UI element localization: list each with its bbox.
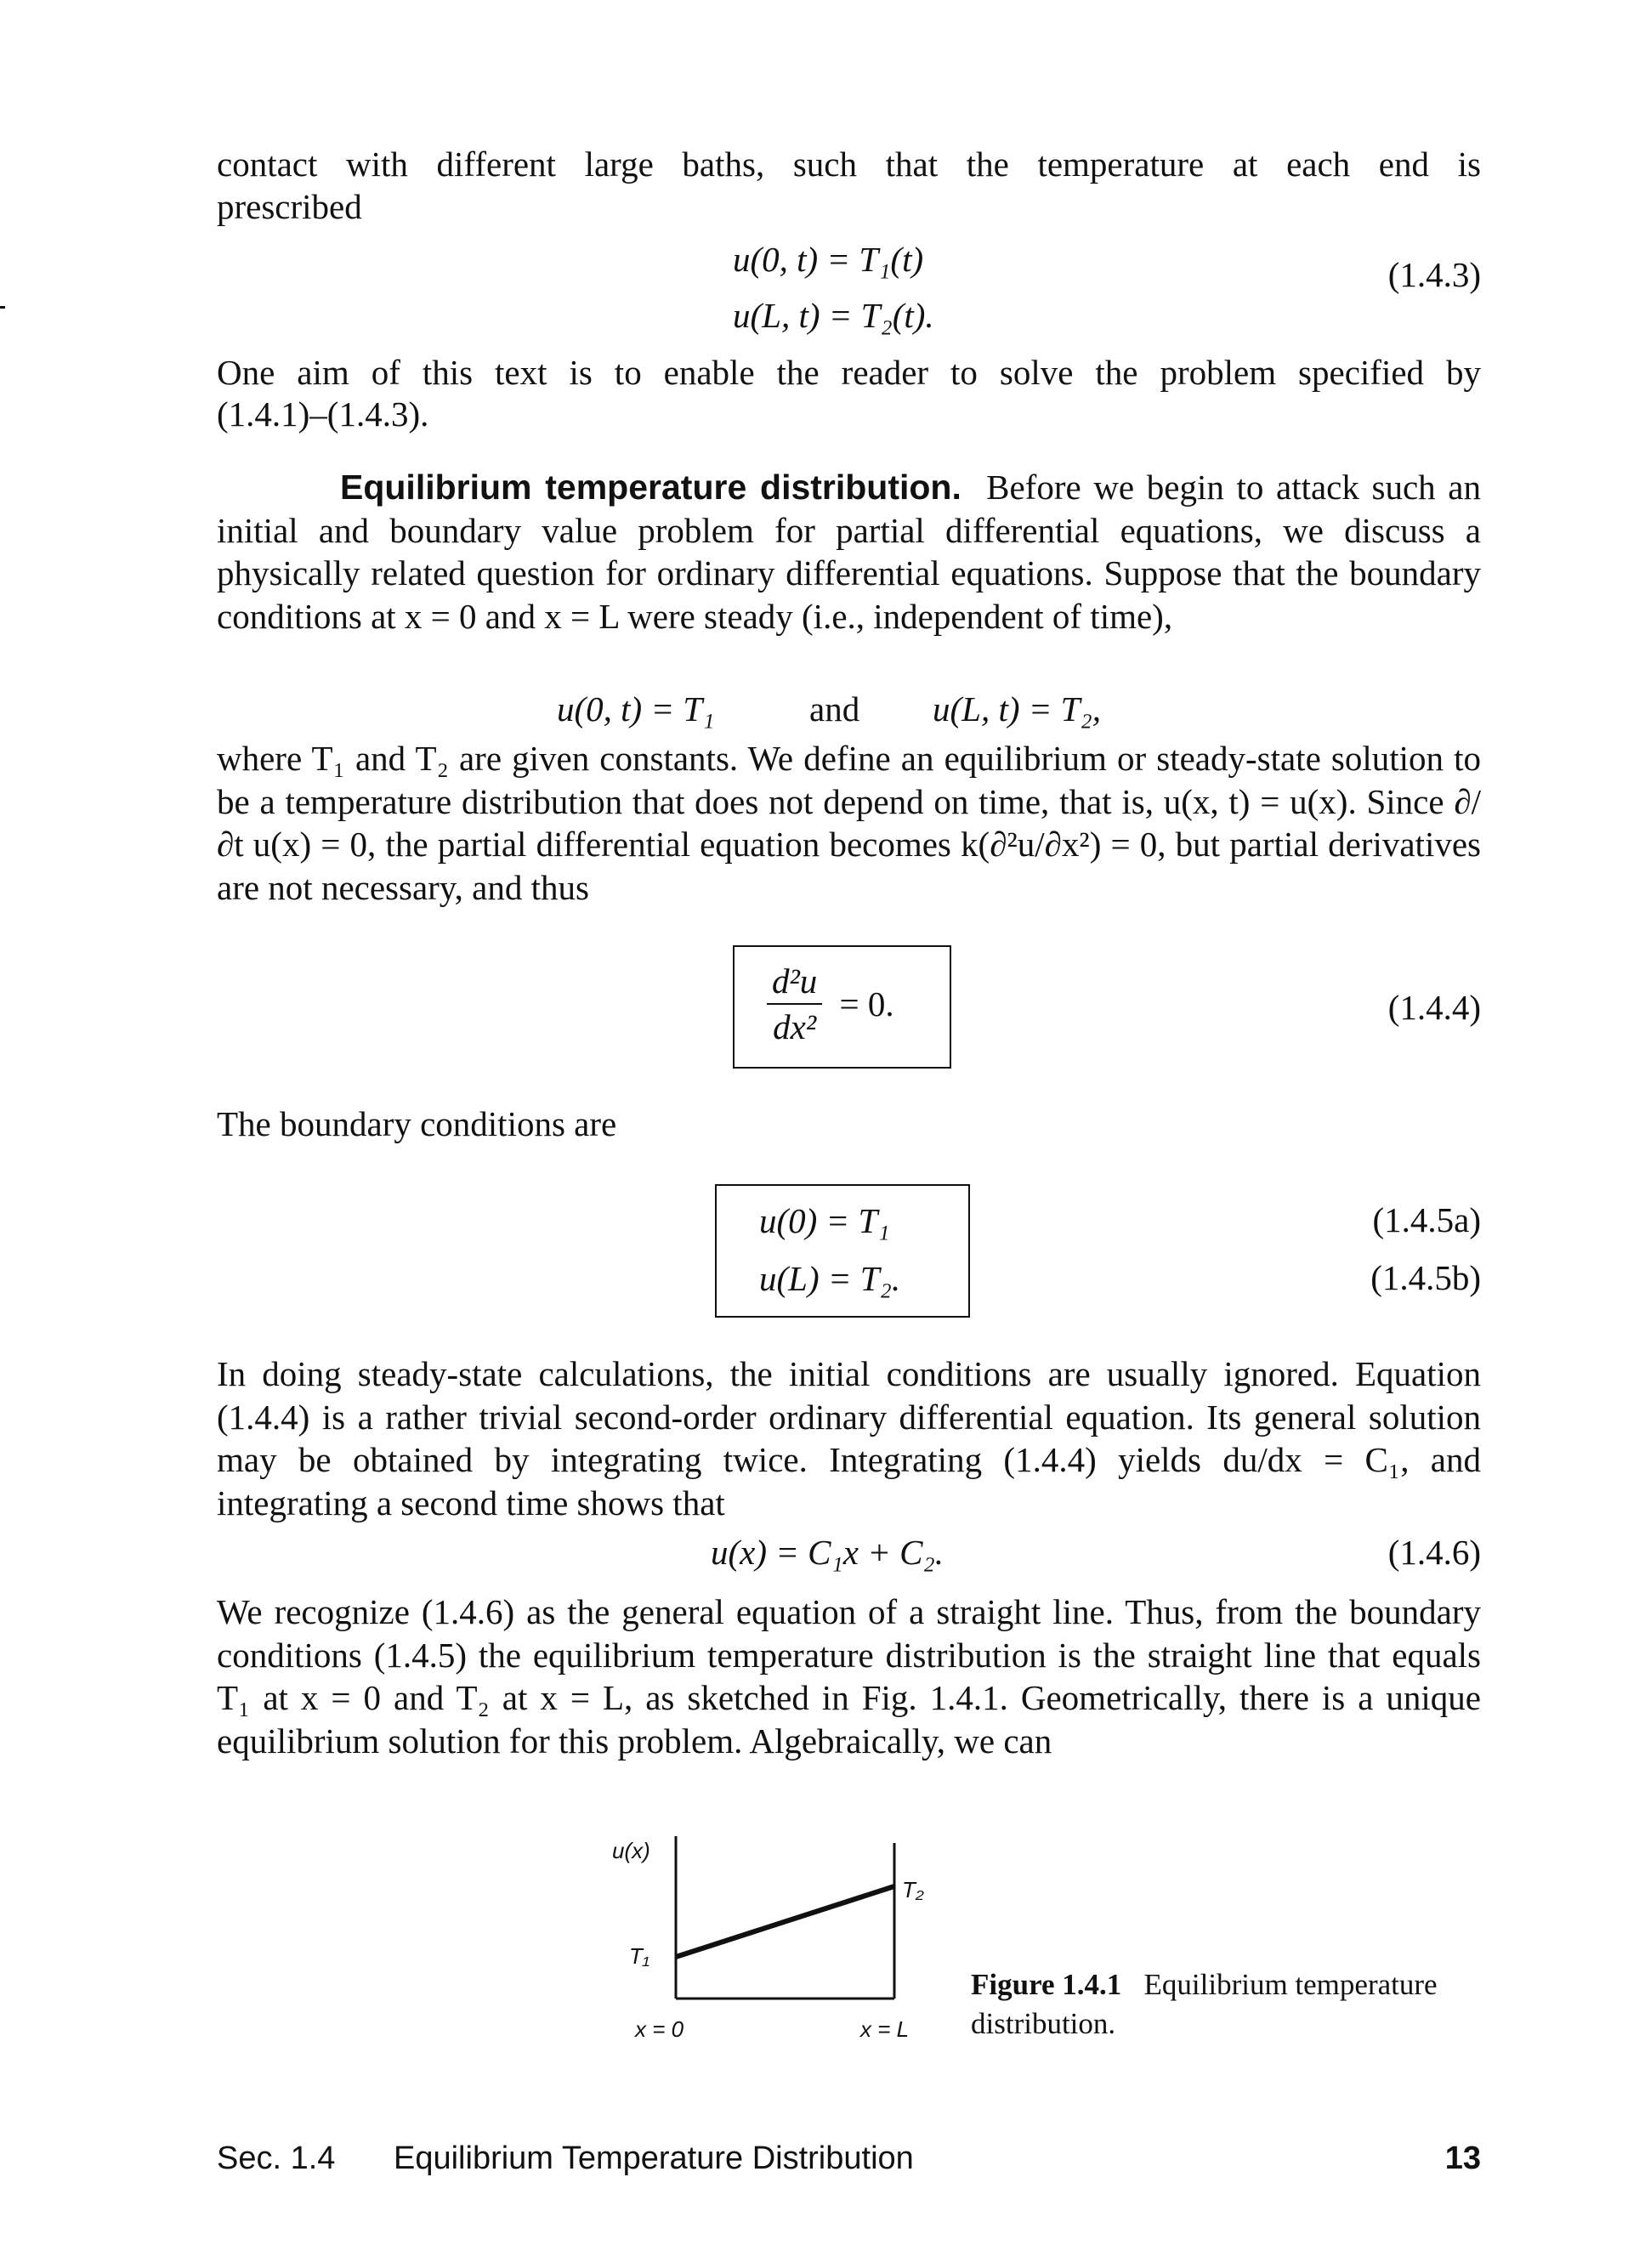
para1-line2: prescribed	[217, 187, 362, 226]
figure-x0-label: x = 0	[635, 2016, 684, 2042]
para5: We recognize (1.4.6) as the general equation of a straight line. Thus, from the boundary conditions (1.4.5) the equilibrium temperature distribution is the straight line that equals T₁ at x = 0 and T₂ at x = L, as sketched in Fig. 1.4.1. Geometrically, there is a unique equilibrium solution for this problem. Algebraically, we can	[217, 1592, 1481, 1761]
eq-1-4-4-denominator: dx²	[773, 1007, 817, 1046]
figure-caption	[971, 1965, 1481, 2044]
figure-caption-label: Figure 1.4.1	[971, 1968, 1122, 2001]
eq-1-4-6-number: (1.4.6)	[1387, 1533, 1481, 1572]
para2-line2: (1.4.1)–(1.4.3).	[217, 394, 429, 434]
bc-steady-left: u(0, t) = T₁	[557, 689, 715, 729]
figure-caption-text: Equilibrium temperature distribution.	[971, 1968, 1438, 2040]
eq-1-4-3-number: (1.4.3)	[1387, 255, 1481, 294]
eq-1-4-5-line2: u(L) = T₂.	[759, 1259, 901, 1298]
scan-edge-mark	[0, 306, 5, 309]
eq-1-4-3-line2: u(L, t) = T₂(t).	[733, 296, 934, 335]
figure-1-4-1	[595, 1828, 952, 2083]
section-heading: Equilibrium temperature distribution.	[340, 468, 961, 507]
footer-section: Sec. 1.4	[217, 2140, 336, 2176]
para1-line1: contact with different large baths, such that the temperature at each end is	[217, 145, 1481, 184]
eq-1-4-4-number: (1.4.4)	[1387, 988, 1481, 1027]
bc-steady-and: and	[809, 689, 860, 729]
figure-temperature-line	[676, 1886, 894, 1957]
figure-xl-label: x = L	[860, 2016, 910, 2042]
figure-t2-label: T₂	[902, 1877, 924, 1902]
eq-1-4-5a-number: (1.4.5a)	[1372, 1200, 1481, 1239]
figure-t1-label: T₁	[629, 1943, 650, 1969]
footer-title: Equilibrium Temperature Distribution	[394, 2140, 914, 2176]
eq-1-4-4-rhs: = 0.	[839, 984, 894, 1023]
para4: In doing steady-state calculations, the initial conditions are usually ignored. Equation (1.4.4) is a rather trivial second-order ordinary differential equation. Its general solution may be obtained by integrating twice. Integrating (1.4.4) yields du/dx = C₁, and integrating a second time shows that	[217, 1354, 1481, 1522]
eq-1-4-3-line1: u(0, t) = T₁(t)	[733, 240, 924, 279]
bc-intro: The boundary conditions are	[217, 1104, 617, 1143]
para3: where T₁ and T₂ are given constants. We define an equilibrium or steady-state solution to be a temperature distribution that does not depend on time, that is, u(x, t) = u(x). Since ∂/∂t u(x) = 0, the partial differential equation becomes k(∂²u/∂x²) = 0, but partial derivatives are not necessary, and thus	[217, 739, 1481, 907]
eq-1-4-4-fraction	[767, 959, 822, 1049]
eq-1-4-5-box	[715, 1184, 970, 1318]
eq-1-4-5b-number: (1.4.5b)	[1370, 1258, 1481, 1297]
section-text: Before we begin to attack such an initial and boundary value problem for partial differential equations, we discuss a physically related question for ordinary differential equations. Suppose that the boundary conditions at x = 0 and x = L were steady (i.e., independent of time),	[217, 468, 1481, 636]
bc-steady-right: u(L, t) = T₂,	[933, 689, 1101, 729]
para2-line1: One aim of this text is to enable the reader to solve the problem specified by	[217, 353, 1481, 392]
footer-page-number: 13	[1444, 2140, 1481, 2176]
section-paragraph	[217, 466, 1481, 638]
eq-1-4-4-numerator: d²u	[767, 959, 822, 1005]
eq-1-4-6: u(x) = C₁x + C₂.	[711, 1533, 944, 1572]
eq-1-4-5-line1: u(0) = T₁	[759, 1201, 890, 1240]
eq-1-4-4-box	[733, 945, 951, 1069]
figure-y-label: u(x)	[612, 1838, 650, 1863]
